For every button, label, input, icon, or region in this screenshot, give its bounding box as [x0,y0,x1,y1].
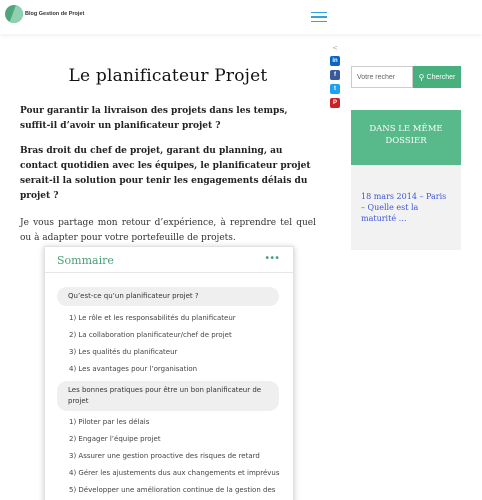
search-button[interactable] [413,66,461,88]
intro-paragraph-2: Bras droit du chef de projet, garant du planning, au contact quotidien avec les équipes, le planificateur projet serait-il la solution pour tenir les engagements délais du projet ? [20,146,311,201]
toc-item[interactable]: 5) Développer une amélioration continue de la gestion des [69,486,276,494]
toc-item[interactable]: 1) Le rôle et les responsabilités du planificateur [69,314,236,322]
widget-title: DANS LE MÊME DOSSIER [351,110,461,165]
toc-item[interactable]: 1) Piloter par les délais [69,418,150,426]
site-header [0,0,482,34]
intro-paragraph-3: Je vous partage mon retour d’expérience, à reprendre tel quel ou à adapter pour votre portefeuille de projets. [20,218,316,243]
toc-item[interactable]: 2) La collaboration planificateur/chef de projet [69,331,232,339]
search-button-label: Chercher [426,73,456,81]
toc-item[interactable]: 2) Engager l’équipe projet [69,435,161,443]
toc-item[interactable]: 3) Assurer une gestion proactive des risques de retard [69,452,260,460]
search-input[interactable] [351,66,413,88]
toc-section [45,381,293,411]
hamburger-menu-icon[interactable] [306,6,332,28]
toc-section-2[interactable]: Les bonnes pratiques pour être un bon planificateur de projet [57,381,279,411]
page-title: Le planificateur Projet [68,66,268,86]
linkedin-icon[interactable]: in [330,56,340,66]
toc-section-1[interactable]: Qu’est-ce qu’un planificateur projet ? [57,287,279,306]
article [20,66,316,246]
share-rail [330,44,340,108]
site-logo[interactable] [5,5,84,23]
toc-title: Sommaire [57,254,114,267]
related-widget [351,110,461,250]
magnifier-icon: ⚲ [418,72,425,82]
toc-section [45,287,293,306]
table-of-contents [44,246,294,500]
intro-paragraph: Pour garantir la livraison des projets dans les temps, suffit-il d’avoir un planificateur projet ? [20,106,288,131]
toc-item[interactable]: 3) Les qualités du planificateur [69,348,178,356]
share-icon: < [332,44,338,52]
twitter-icon[interactable]: t [330,84,340,94]
facebook-icon[interactable]: f [330,70,340,80]
toc-toggle-icon[interactable]: ••• [264,253,279,264]
related-article-link[interactable]: 18 mars 2014 – Paris – Quelle est la maturité … [361,192,447,223]
search-form [351,66,461,88]
logo-text: Blog Gestion de Projet [25,11,85,17]
logo-icon [5,5,23,23]
toc-item[interactable]: 4) Les avantages pour l’organisation [69,365,198,373]
toc-header [45,247,293,273]
toc-item[interactable]: 4) Gérer les ajustements dus aux changements et imprévus [69,469,280,477]
pinterest-icon[interactable]: P [330,98,340,108]
